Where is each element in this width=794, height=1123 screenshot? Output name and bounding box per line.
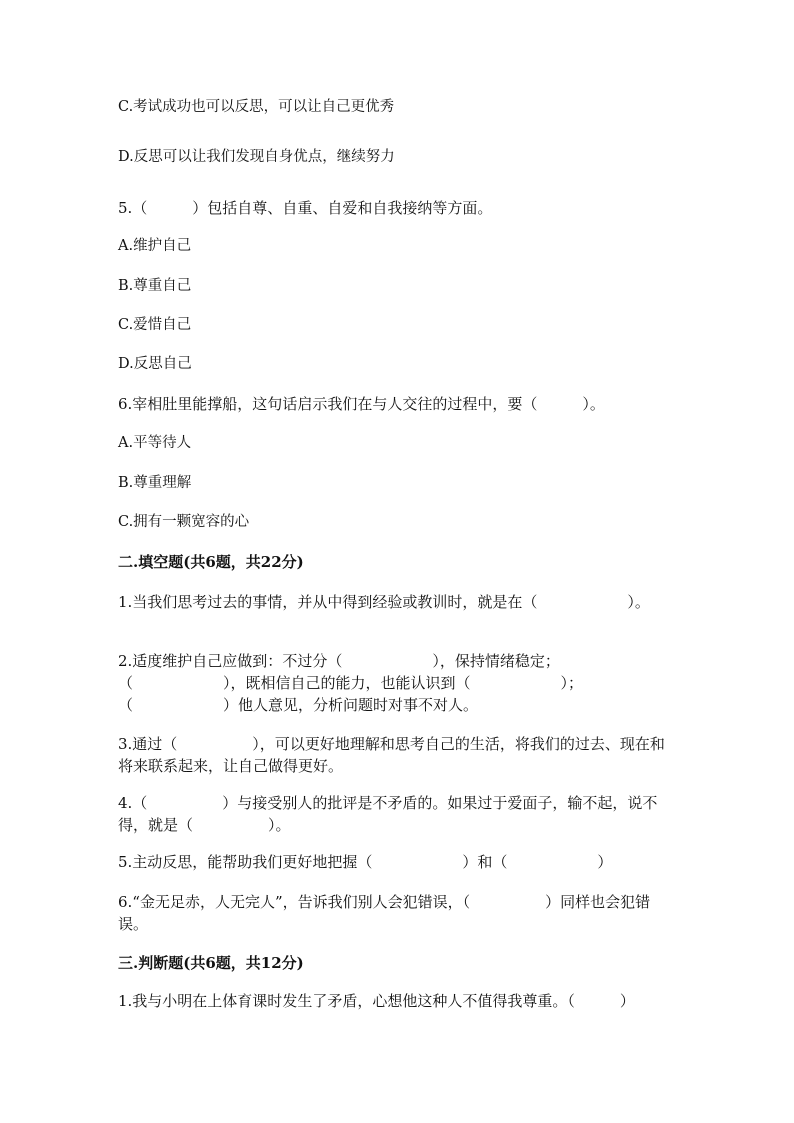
section2-title: 二.填空题(共6题，共22分) [118, 553, 304, 571]
q6-option-a: A.平等待人 [118, 435, 192, 451]
q5-option-d: D.反思自己 [118, 356, 192, 372]
fill-blank-5: 5.主动反思，能帮助我们更好地把握（ ）和（ ） [118, 853, 613, 871]
q5-option-a: A.维护自己 [118, 238, 192, 254]
fill-blank-4: 4.（ ）与接受别人的批评是不矛盾的。如果过于爱面子，输不起，说不得，就是（ ）。 [118, 794, 658, 834]
fill-blank-3: 3.通过（ ），可以更好地理解和思考自己的生活，将我们的过去、现在和将来联系起来，让自己做得更好。 [118, 735, 665, 775]
q5-option-b: B.尊重自己 [118, 278, 192, 294]
q6-option-b: B.尊重理解 [118, 475, 192, 491]
q5-option-c: C.爱惜自己 [118, 317, 192, 333]
q4-option-c: C.考试成功也可以反思，可以让自己更优秀 [118, 99, 395, 115]
q4-option-d: D.反思可以让我们发现自身优点，继续努力 [118, 149, 395, 165]
q5-stem: 5.（ ）包括自尊、自重、自爱和自我接纳等方面。 [118, 199, 493, 217]
fill-blank-2: 2.适度维护自己应做到：不过分（ ），保持情绪稳定；（ ），既相信自己的能力，也能认识到（ ）；（ ）他人意见，分析问题时对事不对人。 [118, 652, 584, 714]
q6-option-c: C.拥有一颗宽容的心 [118, 514, 250, 530]
q6-stem: 6.宰相肚里能撑船，这句话启示我们在与人交往的过程中，要（ ）。 [118, 395, 605, 413]
fill-blank-6: 6.“金无足赤，人无完人”，告诉我们别人会犯错误，（ ）同样也会犯错误。 [118, 893, 651, 933]
fill-blank-1: 1.当我们思考过去的事情，并从中得到经验或教训时，就是在（ ）。 [118, 593, 650, 611]
section3-title: 三.判断题(共6题，共12分) [118, 954, 304, 972]
judge-question-1: 1.我与小明在上体育课时发生了矛盾，心想他这种人不值得我尊重。（ ） [118, 992, 635, 1010]
